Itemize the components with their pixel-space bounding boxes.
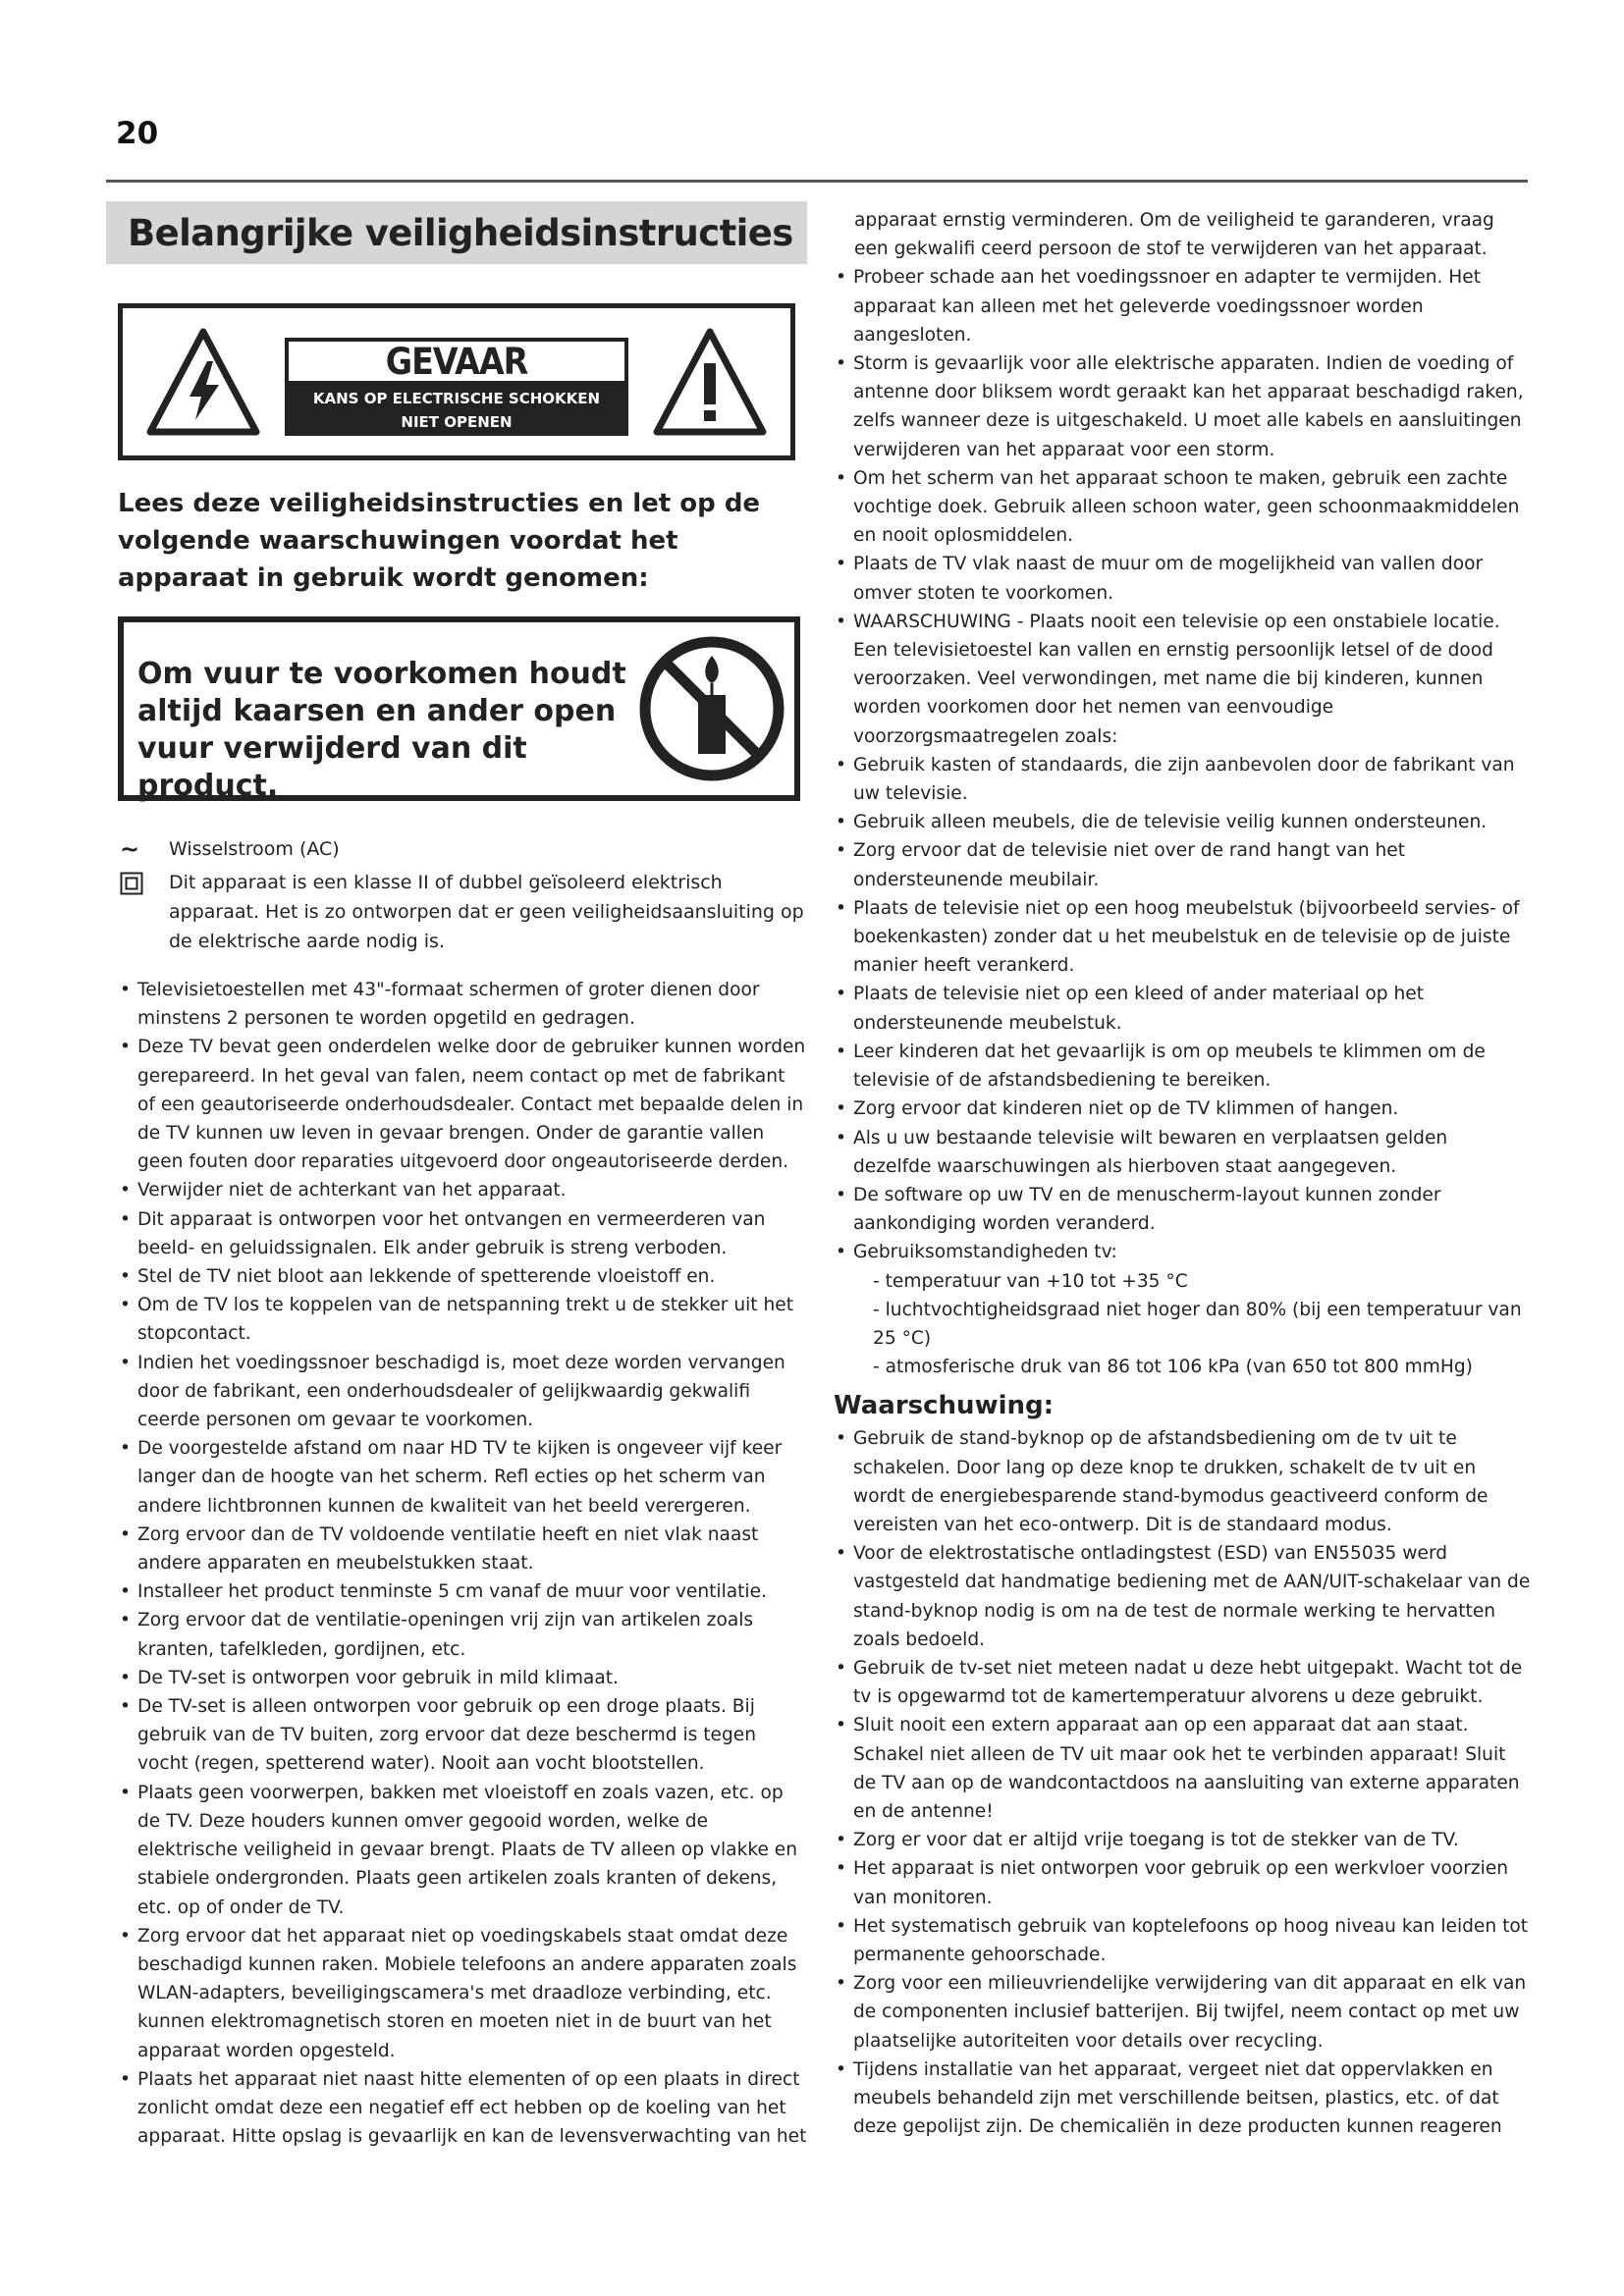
conditions-label: Gebruiksomstandigheden tv: <box>853 1242 1117 1263</box>
fire-warning-text: Om vuur te voorkomen houdt altijd kaarsen en ander open vuur verwijderd van dit product. <box>137 657 626 803</box>
fire-warning-box <box>118 616 800 801</box>
condition-item: - luchtvochtigheidsgraad niet hoger dan 80% (bij een temperatuur van 25 °C) <box>873 1299 1522 1349</box>
electric-shock-warning-icon <box>144 326 262 439</box>
list-item: • Plaats de TV vlak naast de muur om de mogelijkheid van vallen door omver stoten te voorkomen. <box>832 550 1531 607</box>
list-item: • Zorg er voor dat er altijd vrije toegang is tot de stekker van de TV. <box>832 1826 1531 1854</box>
list-item: • De software op uw TV en de menuscherm-layout kunnen zonder aankondiging worden veranderd. <box>832 1181 1531 1238</box>
list-item: • Verwijder niet de achterkant van het apparaat. <box>116 1176 807 1204</box>
list-item: • Zorg ervoor dat het apparaat niet op voedingskabels staat omdat deze beschadigd kunnen raken. Mobiele telefoons an andere apparaten zoals WLAN-adapters, beveiligingscamera's met draadloze verbinding, etc. kunnen elektromagnetisch storen en moeten niet in de buurt van het apparaat worden opgesteld. <box>116 1922 807 2065</box>
list-item: • Indien het voedingssnoer beschadigd is, moet deze worden vervangen door de fabrikant, een onderhoudsdealer of gelijkwaardig gekwalifi ceerde personen om gevaar te voorkomen. <box>116 1349 807 1435</box>
danger-line-1: KANS OP ELECTRISCHE SCHOKKEN <box>312 390 601 407</box>
list-item: • Om de TV los te koppelen van de netspanning trekt u de stekker uit het stopcontact. <box>116 1291 807 1348</box>
list-item: • Plaats geen voorwerpen, bakken met vloeistoff en zoals vazen, etc. op de TV. Deze houders kunnen omver gegooid worden, welke de elektrische veiligheid in gevaar brengt. Plaats de TV alleen op vlakke en stabiele ondergronden. Plaats geen artikelen zoals kranten of dekens, etc. op of onder de TV. <box>116 1779 807 1922</box>
danger-text-panel <box>285 338 628 436</box>
list-item: • De voorgestelde afstand om naar HD TV te kijken is ongeveer vijf keer langer dan de hoogte van het scherm. Refl ecties op het scherm van andere lichtbronnen kunnen de kwaliteit van het beeld verergeren. <box>116 1434 807 1521</box>
list-item: • Storm is gevaarlijk voor alle elektrische apparaten. Indien de voeding of antenne door bliksem wordt geraakt kan het apparaat beschadigd raken, zelfs wanneer deze is uitgeschakeld. U moet alle kabels en aansluitingen verwijderen van het apparaat voor een storm. <box>832 349 1531 464</box>
warning-bullet-list <box>832 1424 1531 2141</box>
symbol-text: Dit apparaat is een klasse II of dubbel geïsoleerd elektrisch apparaat. Het is zo ontworpen dat er geen veiligheidsaansluiting op de elektrische aarde nodig is. <box>169 872 804 952</box>
list-item: • Als u uw bestaande televisie wilt bewaren en verplaatsen gelden dezelfde waarschuwingen als hierboven staat aangegeven. <box>832 1124 1531 1181</box>
ac-tilde-icon: ~ <box>120 835 140 863</box>
right-bullet-list <box>832 263 1531 1381</box>
list-item: • De TV-set is alleen ontworpen voor gebruik op een droge plaats. Bij gebruik van de TV buiten, zorg ervoor dat deze beschermd is tegen vocht (regen, spetterend water). Nooit aan vocht blootstellen. <box>116 1692 807 1779</box>
list-item: • Plaats de televisie niet op een hoog meubelstuk (bijvoorbeeld servies- of boekenkasten) zonder dat u het meubelstuk en de televisie op de juiste manier heeft verankerd. <box>832 894 1531 981</box>
condition-item: - temperatuur van +10 tot +35 °C <box>873 1270 1188 1292</box>
left-column <box>106 201 807 2151</box>
danger-subtext <box>285 385 628 436</box>
list-item: • Installeer het product tenminste 5 cm vanaf de muur voor ventilatie. <box>116 1577 807 1606</box>
page-number: 20 <box>116 116 159 151</box>
list-item: • Probeer schade aan het voedingssnoer en adapter te vermijden. Het apparaat kan alleen met het geleverde voedingssnoer worden aangesloten. <box>832 263 1531 349</box>
list-item: • Deze TV bevat geen onderdelen welke door de gebruiker kunnen worden gerepareerd. In het geval van falen, neem contact op met de fabrikant of een geautoriseerde onderhoudsdealer. Contact met bepaalde delen in de TV kunnen uw leven in gevaar brengen. Onder de garantie vallen geen fouten door reparaties uitgevoerd door ongeautoriseerde derden. <box>116 1033 807 1176</box>
list-item: • Plaats de televisie niet op een kleed of ander materiaal op het ondersteunende meubelstuk. <box>832 980 1531 1037</box>
lead-heading: Lees deze veiligheidsinstructies en let op de volgende waarschuwingen voordat het apparaat in gebruik wordt genomen: <box>118 489 761 593</box>
list-item: • Zorg ervoor dat de ventilatie-openingen vrij zijn van artikelen zoals kranten, tafelkleden, gordijnen, etc. <box>116 1606 807 1663</box>
list-item: • Dit apparaat is ontworpen voor het ontvangen en vermeerderen van beeld- en geluidssignalen. Elk ander gebruik is streng verboden. <box>116 1205 807 1262</box>
list-item: • Het systematisch gebruik van koptelefoons op hoog niveau kan leiden tot permanente gehoorschade. <box>832 1912 1531 1969</box>
list-item: • Gebruik de stand-byknop op de afstandsbediening om de tv uit te schakelen. Door lang op deze knop te drukken, schakelt de tv uit en wordt de energiebesparende stand-bymodus geactiveerd conform de vereisten van het eco-ontwerp. Dit is de standaard modus. <box>832 1424 1531 1539</box>
list-item: • Leer kinderen dat het gevaarlijk is om op meubels te klimmen om de televisie of de afstandsbediening te bereiken. <box>832 1038 1531 1095</box>
list-item: • Het apparaat is niet ontworpen voor gebruik op een werkvloer voorzien van monitoren. <box>832 1854 1531 1911</box>
title-bar <box>106 201 807 264</box>
warning-heading: Waarschuwing: <box>834 1391 1055 1421</box>
list-item: • Zorg ervoor dat kinderen niet op de TV klimmen of hangen. <box>832 1095 1531 1123</box>
condition-item: - atmosferische druk van 86 tot 106 kPa (van 650 tot 800 mmHg) <box>873 1357 1473 1378</box>
symbol-row <box>118 868 807 956</box>
left-bullet-list <box>116 976 807 2151</box>
symbol-row <box>118 834 807 864</box>
double-square-icon <box>118 868 169 956</box>
list-item: • Stel de TV niet bloot aan lekkende of spetterende vloeistoff en. <box>116 1262 807 1291</box>
continued-text: apparaat ernstig verminderen. Om de veiligheid te garanderen, vraag een gekwalifi ceerd persoon de stof te verwijderen van het apparaat. <box>854 210 1494 260</box>
no-open-flame-icon <box>637 634 786 783</box>
right-column <box>832 206 1531 2141</box>
list-item: • Gebruik kasten of standaards, die zijn aanbevolen door de fabrikant van uw televisie. <box>832 751 1531 808</box>
danger-label-box <box>118 303 795 460</box>
header-rule <box>106 180 1528 183</box>
symbol-list <box>118 834 807 956</box>
list-item: • Gebruik alleen meubels, die de televisie veilig kunnen ondersteunen. <box>832 808 1531 836</box>
list-item: • De TV-set is ontworpen voor gebruik in mild klimaat. <box>116 1664 807 1692</box>
list-item: • Sluit nooit een extern apparaat aan op een apparaat dat aan staat. Schakel niet alleen de TV uit maar ook het te verbinden apparaat! Sluit de TV aan op de wandcontactdoos na aansluiting van externe apparaten en de antenne! <box>832 1711 1531 1826</box>
list-item: • Tijdens installatie van het apparaat, vergeet niet dat oppervlakken en meubels behandeld zijn met verschillende beitsen, plastics, etc. of dat deze gepolijst zijn. De chemicaliën in deze producten kunnen reageren <box>832 2056 1531 2142</box>
list-item: • Gebruik de tv-set niet meteen nadat u deze hebt uitgepakt. Wacht tot de tv is opgewarmd tot de kamertemperatuur alvorens u deze gebruikt. <box>832 1654 1531 1711</box>
list-item: • Zorg ervoor dat de televisie niet over de rand hangt van het ondersteunende meubilair. <box>832 836 1531 893</box>
danger-heading: GEVAAR <box>285 338 628 385</box>
symbol-text: Wisselstroom (AC) <box>169 838 340 860</box>
exclamation-warning-icon <box>651 326 769 439</box>
list-item: • Om het scherm van het apparaat schoon te maken, gebruik een zachte vochtige doek. Gebruik alleen schoon water, geen schoonmaakmiddelen en nooit oplosmiddelen. <box>832 464 1531 551</box>
list-item: • Zorg voor een milieuvriendelijke verwijdering van dit apparaat en elk van de componenten inclusief batterijen. Bij twijfel, neem contact op met uw plaatselijke autoriteiten voor details over recycling. <box>832 1969 1531 2056</box>
list-item: • Voor de elektrostatische ontladingstest (ESD) van EN55035 werd vastgesteld dat handmatige bediening met de AAN/UIT-schakelaar van de stand-byknop nodig is om na de test de normale werking te hervatten zoals bedoeld. <box>832 1539 1531 1654</box>
list-item: • Plaats het apparaat niet naast hitte elementen of op een plaats in direct zonlicht omdat deze een negatief eff ect hebben op de koeling van het apparaat. Hitte opslag is gevaarlijk en kan de levensverwachting van het <box>116 2065 807 2152</box>
list-item: • WAARSCHUWING - Plaats nooit een televisie op een onstabiele locatie. Een televisietoestel kan vallen en ernstig persoonlijk letsel of de dood veroorzaken. Veel verwondingen, met name die bij kinderen, kunnen worden voorkomen door het nemen van eenvoudige voorzorgsmaatregelen zoals: <box>832 608 1531 751</box>
list-item: • Zorg ervoor dan de TV voldoende ventilatie heeft en niet vlak naast andere apparaten en meubelstukken staat. <box>116 1521 807 1577</box>
danger-line-2: NIET OPENEN <box>401 413 513 431</box>
page-title: Belangrijke veiligheidsinstructies <box>128 211 793 254</box>
list-item: • Televisietoestellen met 43"-formaat schermen of groter dienen door minstens 2 personen te worden opgetild en gedragen. <box>116 976 807 1033</box>
usage-conditions <box>832 1238 1531 1381</box>
